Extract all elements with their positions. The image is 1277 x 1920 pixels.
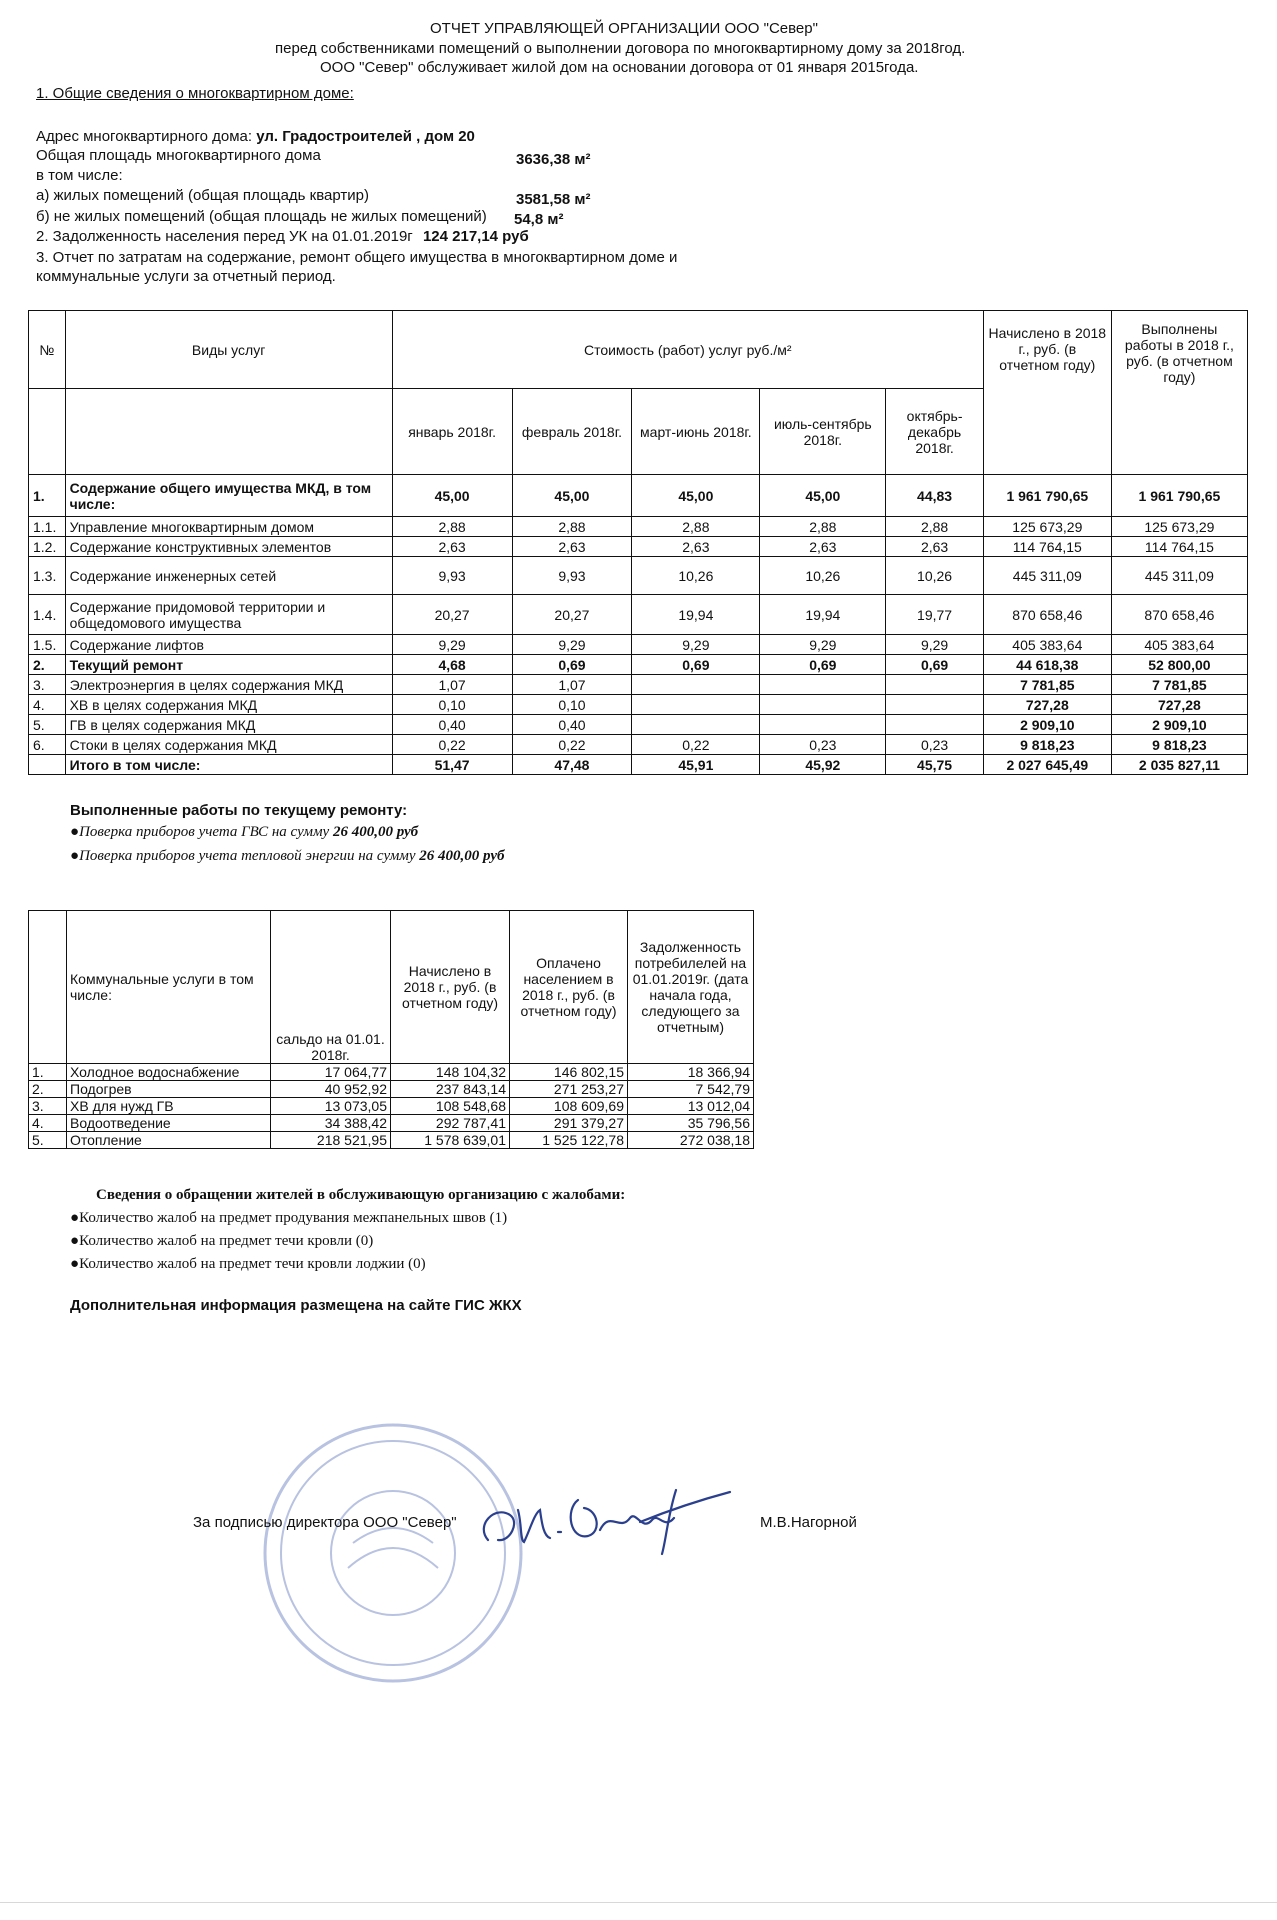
table-row: [29, 1064, 754, 1081]
row-debt-value: 18 366,94: [628, 1064, 754, 1081]
row-cost-value: 2,88: [632, 517, 760, 537]
row-utility-name: Отопление: [67, 1132, 271, 1149]
period-oct-dec: октябрь-декабрь 2018г.: [886, 389, 984, 475]
additional-info: Дополнительная информация размещена на сайте ГИС ЖКХ: [70, 1297, 522, 1314]
row-charged-value: 870 658,46: [983, 595, 1111, 635]
report-intro-line2: коммунальные услуги за отчетный период.: [36, 268, 336, 285]
row-cost-value: 10,26: [632, 557, 760, 595]
row-done-value: 870 658,46: [1111, 595, 1247, 635]
row-number: 1.1.: [29, 517, 66, 537]
row-cost-value: 10,26: [886, 557, 984, 595]
row-number: 6.: [29, 735, 66, 755]
table-row: [29, 655, 1248, 675]
row-cost-value: 45,00: [392, 475, 512, 517]
row-utility-name: ХВ для нужд ГВ: [67, 1098, 271, 1115]
row-cost-value: 19,94: [632, 595, 760, 635]
repair-item-2-text: Поверка приборов учета тепловой энергии на сумму: [79, 848, 420, 864]
row-cost-value: 45,00: [632, 475, 760, 517]
row-done-value: 727,28: [1111, 695, 1247, 715]
col-header-utility: Коммунальные услуги в том числе:: [67, 911, 271, 1064]
row-done-value: 405 383,64: [1111, 635, 1247, 655]
row-charged-value: 114 764,15: [983, 537, 1111, 557]
signature-icon: [470, 1470, 740, 1560]
row-cost-value: 45,00: [760, 475, 886, 517]
row-done-value: 9 818,23: [1111, 735, 1247, 755]
row-cost-value: 4,68: [392, 655, 512, 675]
total-area-value: 3636,38 м²: [516, 151, 591, 168]
row-service-name: Содержание конструктивных элементов: [65, 537, 392, 557]
row-cost-value: 0,22: [512, 735, 632, 755]
repair-item-2-value: 26 400,00 руб: [419, 848, 505, 864]
row-cost-value: [760, 715, 886, 735]
row-service-name: Содержание инженерных сетей: [65, 557, 392, 595]
repair-item-1-value: 26 400,00 руб: [332, 824, 419, 840]
row-cost-value: 10,26: [760, 557, 886, 595]
living-area-value: 3581,58 м²: [516, 191, 591, 208]
table-row: [29, 557, 1248, 595]
row-cost-value: 0,69: [760, 655, 886, 675]
section1-heading: 1. Общие сведения о многоквартирном доме:: [36, 85, 354, 102]
nonliving-area-value: 54,8 м²: [514, 211, 564, 228]
header-empty-cell: [29, 911, 67, 1064]
scan-edge-line: [0, 1902, 1277, 1903]
row-debt-value: 13 012,04: [628, 1098, 754, 1115]
complaint-item-text: Количество жалоб на предмет течи кровли (0): [79, 1233, 374, 1249]
row-number: 1.: [29, 1064, 67, 1081]
repair-item-1: [70, 824, 418, 841]
row-cost-value: 19,77: [886, 595, 984, 635]
col-header-service: Виды услуг: [65, 311, 392, 389]
table-row: [29, 475, 1248, 517]
row-cost-value: 2,63: [512, 537, 632, 557]
row-charged-value: 727,28: [983, 695, 1111, 715]
row-utility-name: Водоотведение: [67, 1115, 271, 1132]
row-charged-value: 125 673,29: [983, 517, 1111, 537]
row-cost-value: [886, 675, 984, 695]
row-debt-value: 272 038,18: [628, 1132, 754, 1149]
period-feb: февраль 2018г.: [512, 389, 632, 475]
row-charged-value: 44 618,38: [983, 655, 1111, 675]
row-cost-value: [632, 715, 760, 735]
row-saldo-value: 34 388,42: [271, 1115, 391, 1132]
row-saldo-value: 17 064,77: [271, 1064, 391, 1081]
bullet-icon: ●: [70, 824, 80, 840]
row-number: 1.2.: [29, 537, 66, 557]
row-cost-value: 2,88: [512, 517, 632, 537]
row-cost-value: 19,94: [760, 595, 886, 635]
row-cost-value: 0,22: [632, 735, 760, 755]
row-number: 2.: [29, 655, 66, 675]
report-subtitle: перед собственниками помещений о выполнении договора по многоквартирному дому за 2018год.: [275, 40, 966, 57]
utilities-table-body: [29, 1064, 754, 1149]
row-done-value: 7 781,85: [1111, 675, 1247, 695]
row-charged-value: 148 104,32: [391, 1064, 510, 1081]
row-saldo-value: 40 952,92: [271, 1081, 391, 1098]
row-service-name: Электроэнергия в целях содержания МКД: [65, 675, 392, 695]
table-row: [29, 635, 1248, 655]
row-cost-value: 9,29: [886, 635, 984, 655]
col-header-charged: Начислено в 2018 г., руб. (в отчетном году): [391, 911, 510, 1064]
row-cost-value: 9,29: [632, 635, 760, 655]
row-charged-value: 237 843,14: [391, 1081, 510, 1098]
complaint-item: [70, 1233, 373, 1250]
table-row: [29, 1081, 754, 1098]
row-cost-value: 0,23: [886, 735, 984, 755]
row-cost-value: 44,83: [886, 475, 984, 517]
row-cost-value: 2,63: [392, 537, 512, 557]
row-paid-value: 146 802,15: [510, 1064, 628, 1081]
row-number: 3.: [29, 675, 66, 695]
table-row: [29, 675, 1248, 695]
row-charged-value: 1 961 790,65: [983, 475, 1111, 517]
total-charged-value: 2 027 645,49: [983, 755, 1111, 775]
row-paid-value: 1 525 122,78: [510, 1132, 628, 1149]
debt-label: 2. Задолженность населения перед УК на 01.01.2019г: [36, 228, 413, 245]
row-cost-value: 2,88: [392, 517, 512, 537]
row-cost-value: [760, 675, 886, 695]
row-charged-value: 1 578 639,01: [391, 1132, 510, 1149]
bullet-icon: ●: [70, 1210, 80, 1226]
row-cost-value: 9,93: [512, 557, 632, 595]
row-number: 4.: [29, 1115, 67, 1132]
row-cost-value: 0,40: [512, 715, 632, 735]
row-charged-value: 405 383,64: [983, 635, 1111, 655]
row-cost-value: 2,63: [760, 537, 886, 557]
row-number: 4.: [29, 695, 66, 715]
row-cost-value: 0,69: [632, 655, 760, 675]
table-row: [29, 695, 1248, 715]
cost-table-body: [29, 475, 1248, 775]
total-cost-value: 45,91: [632, 755, 760, 775]
period-mar-jun: март-июнь 2018г.: [632, 389, 760, 475]
table-row: [29, 595, 1248, 635]
row-charged-value: 445 311,09: [983, 557, 1111, 595]
total-area-label: Общая площадь многоквартирного дома: [36, 147, 321, 164]
living-area-label: а) жилых помещений (общая площадь квартир): [36, 187, 369, 204]
row-done-value: 52 800,00: [1111, 655, 1247, 675]
row-charged-value: 9 818,23: [983, 735, 1111, 755]
total-empty-cell: [29, 755, 66, 775]
row-cost-value: [632, 675, 760, 695]
repairs-heading: Выполненные работы по текущему ремонту:: [70, 802, 408, 819]
col-header-done: Выполнены работы в 2018 г., руб. (в отчетном году): [1111, 311, 1247, 475]
row-number: 1.3.: [29, 557, 66, 595]
row-cost-value: 9,29: [392, 635, 512, 655]
nonliving-area-label: б) не жилых помещений (общая площадь не жилых помещений): [36, 208, 487, 225]
row-charged-value: 2 909,10: [983, 715, 1111, 735]
row-cost-value: 0,69: [886, 655, 984, 675]
complaints-heading: Сведения о обращении жителей в обслуживающую организацию с жалобами:: [96, 1187, 626, 1203]
report-contract-line: ООО "Север" обслуживает жилой дом на основании договора от 01 января 2015года.: [320, 59, 919, 76]
row-paid-value: 271 253,27: [510, 1081, 628, 1098]
row-cost-value: 2,63: [886, 537, 984, 557]
row-charged-value: 108 548,68: [391, 1098, 510, 1115]
table-row: [29, 715, 1248, 735]
row-charged-value: 292 787,41: [391, 1115, 510, 1132]
table-row: [29, 1098, 754, 1115]
period-jan: январь 2018г.: [392, 389, 512, 475]
total-cost-value: 47,48: [512, 755, 632, 775]
row-cost-value: 0,69: [512, 655, 632, 675]
row-utility-name: Холодное водоснабжение: [67, 1064, 271, 1081]
period-jul-sep: июль-сентябрь 2018г.: [760, 389, 886, 475]
row-cost-value: 1,07: [392, 675, 512, 695]
utilities-table: [28, 910, 754, 1149]
row-cost-value: [760, 695, 886, 715]
table-row: [29, 1115, 754, 1132]
row-cost-value: 0,23: [760, 735, 886, 755]
bullet-icon: ●: [70, 1256, 80, 1272]
row-cost-value: 9,29: [512, 635, 632, 655]
debt-value: 124 217,14 руб: [422, 228, 529, 245]
row-service-name: Содержание лифтов: [65, 635, 392, 655]
row-cost-value: 20,27: [392, 595, 512, 635]
row-number: 5.: [29, 1132, 67, 1149]
signature-label: За подписью директора ООО "Север": [193, 1514, 457, 1531]
row-cost-value: 0,22: [392, 735, 512, 755]
col-header-cost: Стоимость (работ) услуг руб./м²: [392, 311, 983, 389]
row-done-value: 114 764,15: [1111, 537, 1247, 557]
col-header-charged: Начислено в 2018 г., руб. (в отчетном году): [983, 311, 1111, 475]
row-cost-value: 1,07: [512, 675, 632, 695]
signer-name: М.В.Нагорной: [760, 1514, 857, 1531]
address-label: Адрес многоквартирного дома:: [36, 128, 257, 145]
bullet-icon: ●: [70, 1233, 80, 1249]
row-number: 5.: [29, 715, 66, 735]
row-service-name: Содержание придомовой территории и общедомового имущества: [65, 595, 392, 635]
address-value: ул. Градостроителей , дом 20: [256, 128, 475, 145]
table-row: [29, 735, 1248, 755]
row-cost-value: [886, 695, 984, 715]
report-intro-line1: 3. Отчет по затратам на содержание, ремонт общего имущества в многоквартирном доме и: [36, 249, 678, 266]
row-service-name: ГВ в целях содержания МКД: [65, 715, 392, 735]
row-cost-value: 0,10: [512, 695, 632, 715]
row-cost-value: 2,63: [632, 537, 760, 557]
row-service-name: Текущий ремонт: [65, 655, 392, 675]
header-empty-cell: [29, 389, 66, 475]
table-row: [29, 517, 1248, 537]
row-service-name: Управление многоквартирным домом: [65, 517, 392, 537]
complaint-item-text: Количество жалоб на предмет течи кровли лоджии (0): [79, 1256, 426, 1272]
row-cost-value: 9,29: [760, 635, 886, 655]
row-cost-value: 9,93: [392, 557, 512, 595]
col-header-saldo: сальдо на 01.01. 2018г.: [271, 911, 391, 1064]
row-paid-value: 291 379,27: [510, 1115, 628, 1132]
row-number: 1.4.: [29, 595, 66, 635]
complaint-item: [70, 1256, 426, 1273]
row-done-value: 125 673,29: [1111, 517, 1247, 537]
row-charged-value: 7 781,85: [983, 675, 1111, 695]
bullet-icon: ●: [70, 848, 80, 864]
row-cost-value: 0,10: [392, 695, 512, 715]
row-cost-value: [886, 715, 984, 735]
row-saldo-value: 13 073,05: [271, 1098, 391, 1115]
row-debt-value: 7 542,79: [628, 1081, 754, 1098]
row-cost-value: 2,88: [886, 517, 984, 537]
total-cost-value: 45,92: [760, 755, 886, 775]
row-utility-name: Подогрев: [67, 1081, 271, 1098]
report-title: ОТЧЕТ УПРАВЛЯЮЩЕЙ ОРГАНИЗАЦИИ ООО "Север": [430, 20, 818, 37]
row-cost-value: 2,88: [760, 517, 886, 537]
table-row: [29, 537, 1248, 557]
total-row: [29, 755, 1248, 775]
row-done-value: 2 909,10: [1111, 715, 1247, 735]
total-label: Итого в том числе:: [65, 755, 392, 775]
row-cost-value: [632, 695, 760, 715]
complaint-item: [70, 1210, 507, 1227]
total-cost-value: 51,47: [392, 755, 512, 775]
row-number: 3.: [29, 1098, 67, 1115]
complaint-item-text: Количество жалоб на предмет продувания межпанельных швов (1): [79, 1210, 508, 1226]
row-number: 2.: [29, 1081, 67, 1098]
including-label: в том числе:: [36, 167, 123, 184]
col-header-debt: Задолженность потребилелей на 01.01.2019г. (дата начала года, следующего за отчетным): [628, 911, 754, 1064]
row-service-name: Содержание общего имущества МКД, в том числе:: [65, 475, 392, 517]
total-done-value: 2 035 827,11: [1111, 755, 1247, 775]
row-debt-value: 35 796,56: [628, 1115, 754, 1132]
row-cost-value: 45,00: [512, 475, 632, 517]
cost-table: [28, 310, 1248, 775]
repair-item-2: [70, 848, 504, 865]
row-paid-value: 108 609,69: [510, 1098, 628, 1115]
row-cost-value: 0,40: [392, 715, 512, 735]
row-number: 1.5.: [29, 635, 66, 655]
row-saldo-value: 218 521,95: [271, 1132, 391, 1149]
col-header-paid: Оплачено населением в 2018 г., руб. (в отчетном году): [510, 911, 628, 1064]
debt-line: [36, 228, 529, 245]
address-line: [36, 128, 475, 145]
row-service-name: ХВ в целях содержания МКД: [65, 695, 392, 715]
row-number: 1.: [29, 475, 66, 517]
row-service-name: Стоки в целях содержания МКД: [65, 735, 392, 755]
table-row: [29, 1132, 754, 1149]
row-cost-value: 20,27: [512, 595, 632, 635]
repair-item-1-text: Поверка приборов учета ГВС на сумму: [79, 824, 333, 840]
total-cost-value: 45,75: [886, 755, 984, 775]
row-done-value: 1 961 790,65: [1111, 475, 1247, 517]
header-empty-cell: [65, 389, 392, 475]
row-done-value: 445 311,09: [1111, 557, 1247, 595]
col-header-number: №: [29, 311, 66, 389]
